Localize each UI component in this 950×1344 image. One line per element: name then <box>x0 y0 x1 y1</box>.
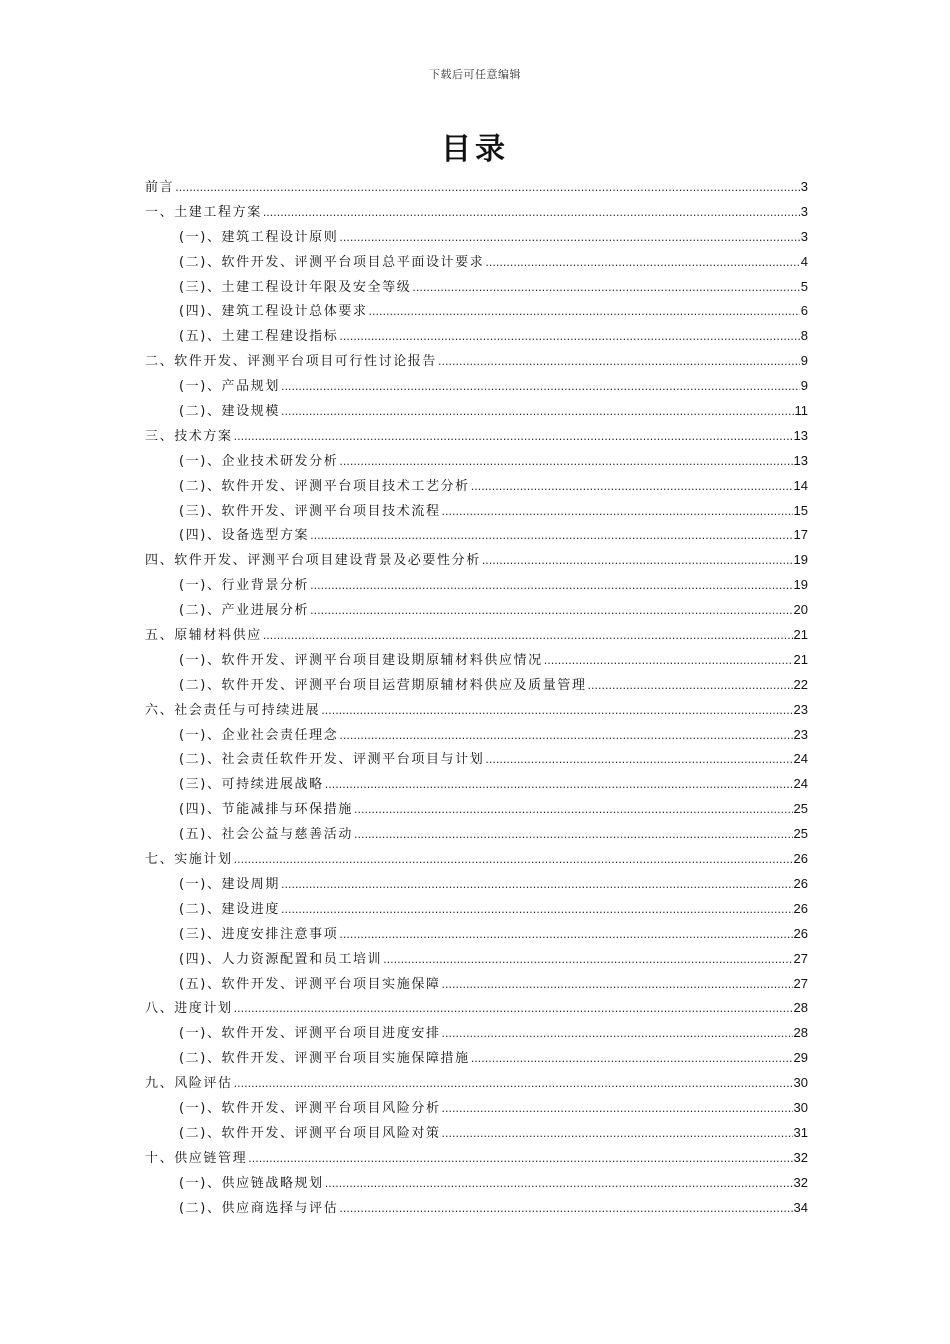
toc-dot-leader <box>442 1122 793 1147</box>
toc-page-number: 26 <box>793 875 808 891</box>
toc-subentry[interactable] <box>145 947 808 972</box>
toc-entry-label: 八、进度计划 <box>145 1001 233 1017</box>
toc-entry-label: 二、软件开发、评测平台项目可行性讨论报告 <box>145 354 438 370</box>
toc-dot-leader <box>263 201 800 226</box>
toc-dot-leader <box>263 624 793 649</box>
toc-subentry[interactable] <box>145 648 808 673</box>
toc-subentry[interactable] <box>145 573 808 598</box>
toc-page-number: 11 <box>794 403 808 419</box>
toc-dot-leader <box>471 1047 793 1072</box>
toc-entry-label: 前言 <box>145 180 175 195</box>
toc-dot-leader <box>485 251 799 276</box>
toc-entry-label: (二)、软件开发、评测平台项目实施保障措施 <box>179 1051 470 1067</box>
toc-subentry[interactable] <box>145 772 808 797</box>
toc-entry[interactable] <box>145 996 808 1021</box>
toc-entry-label: (一)、企业社会责任理念 <box>179 727 339 743</box>
toc-dot-leader <box>482 549 793 574</box>
toc-page-number: 30 <box>793 1075 808 1091</box>
toc-subentry[interactable] <box>145 1196 808 1221</box>
toc-dot-leader <box>442 1022 793 1047</box>
toc-entry-label: (一)、建筑工程设计原则 <box>179 229 339 245</box>
toc-subentry[interactable] <box>145 822 808 847</box>
toc-entry[interactable] <box>145 623 808 648</box>
toc-page-number: 25 <box>793 826 808 842</box>
toc-dot-leader <box>442 1097 793 1122</box>
toc-page-number: 17 <box>793 527 808 543</box>
page-header: 下载后可任意编辑 <box>429 68 521 81</box>
toc-page-number: 21 <box>793 627 808 643</box>
toc-page-number: 25 <box>793 801 808 817</box>
toc-entry-label: (二)、建设规模 <box>179 404 280 420</box>
toc-entry-label: (一)、软件开发、评测平台项目建设期原辅材料供应情况 <box>179 652 543 668</box>
toc-dot-leader <box>383 948 792 973</box>
toc-entry-label: 四、软件开发、评测平台项目建设背景及必要性分析 <box>145 553 481 569</box>
toc-dot-leader <box>234 425 793 450</box>
toc-dot-leader <box>325 1172 793 1197</box>
toc-entry-label: (一)、软件开发、评测平台项目风险分析 <box>179 1100 441 1116</box>
toc-subentry[interactable] <box>145 1171 808 1196</box>
toc-entry-label: 七、实施计划 <box>145 852 233 868</box>
toc-entry[interactable] <box>145 1146 808 1171</box>
toc-dot-leader <box>248 1147 792 1172</box>
toc-dot-leader <box>442 500 793 525</box>
toc-entry-label: (二)、产业进展分析 <box>179 603 310 619</box>
toc-entry-label: (一)、企业技术研发分析 <box>179 453 339 469</box>
toc-page-number: 34 <box>793 1199 808 1215</box>
toc-entry-label: (四)、人力资源配置和员工培训 <box>179 951 383 967</box>
toc-page-number: 21 <box>793 651 808 667</box>
toc-page-number: 20 <box>793 602 808 618</box>
toc-entry[interactable] <box>145 349 808 374</box>
toc-entry-label: (一)、产品规划 <box>179 379 280 395</box>
toc-subentry[interactable] <box>145 374 808 399</box>
toc-dot-leader <box>339 1197 792 1222</box>
toc-dot-leader <box>438 350 800 375</box>
toc-page-number: 24 <box>793 751 808 767</box>
toc-dot-leader <box>485 748 792 773</box>
toc-entry-label: (四)、设备选型方案 <box>179 528 310 544</box>
page-title: 目录 <box>441 132 509 167</box>
toc-dot-leader <box>354 823 793 848</box>
toc-subentry[interactable] <box>145 225 808 250</box>
toc-subentry[interactable] <box>145 1021 808 1046</box>
toc-dot-leader <box>339 226 799 251</box>
toc-subentry[interactable] <box>145 922 808 947</box>
toc-entry-label: (二)、社会责任软件开发、评测平台项目与计划 <box>179 752 485 768</box>
toc-entry-label: (三)、可持续进展战略 <box>179 777 324 793</box>
toc-entry[interactable] <box>145 200 808 225</box>
toc-page-number: 14 <box>793 477 808 493</box>
toc-subentry[interactable] <box>145 673 808 698</box>
toc-dot-leader <box>310 524 792 549</box>
toc-dot-leader <box>175 176 800 201</box>
toc-entry-label: (二)、软件开发、评测平台项目总平面设计要求 <box>179 254 485 270</box>
toc-subentry[interactable] <box>145 449 808 474</box>
toc-dot-leader <box>339 724 792 749</box>
toc-entry-label: (一)、行业背景分析 <box>179 578 310 594</box>
toc-dot-leader <box>339 450 792 475</box>
toc-entry[interactable] <box>145 698 808 723</box>
toc-entry-label: (一)、建设周期 <box>179 876 280 892</box>
toc-page-number: 29 <box>793 1050 808 1066</box>
toc-dot-leader <box>471 475 793 500</box>
toc-subentry[interactable] <box>145 897 808 922</box>
toc-dot-leader <box>339 325 799 350</box>
toc-dot-leader <box>281 375 800 400</box>
toc-page-number: 9 <box>800 353 808 369</box>
toc-page-number: 6 <box>800 303 808 319</box>
toc-page-number: 27 <box>793 950 808 966</box>
toc-dot-leader <box>412 276 799 301</box>
toc-entry-label: (二)、软件开发、评测平台项目技术工艺分析 <box>179 478 470 494</box>
toc-dot-leader <box>310 599 792 624</box>
toc-page-number: 9 <box>800 378 808 394</box>
toc-dot-leader <box>354 798 793 823</box>
toc-page-number: 30 <box>793 1099 808 1115</box>
toc-page-number: 22 <box>793 676 808 692</box>
table-of-contents <box>145 175 808 1220</box>
toc-page-number: 28 <box>793 1000 808 1016</box>
toc-page-number: 28 <box>793 1025 808 1041</box>
toc-page-number: 32 <box>793 1149 808 1165</box>
toc-entry-label: (二)、建设进度 <box>179 901 280 917</box>
toc-entry-label: (一)、软件开发、评测平台项目进度安排 <box>179 1026 441 1042</box>
toc-page-number: 23 <box>793 701 808 717</box>
toc-subentry[interactable] <box>145 1121 808 1146</box>
toc-entry-label: 九、风险评估 <box>145 1076 233 1092</box>
toc-page-number: 32 <box>793 1174 808 1190</box>
toc-dot-leader <box>281 898 793 923</box>
toc-dot-leader <box>281 400 794 425</box>
toc-subentry[interactable] <box>145 474 808 499</box>
toc-dot-leader <box>234 997 793 1022</box>
toc-entry-label: 一、土建工程方案 <box>145 204 262 220</box>
toc-entry-label: (五)、土建工程建设指标 <box>179 329 339 345</box>
toc-page-number: 19 <box>793 577 808 593</box>
toc-dot-leader <box>325 773 793 798</box>
toc-subentry[interactable] <box>145 598 808 623</box>
toc-dot-leader <box>339 923 792 948</box>
toc-entry-label: (五)、社会公益与慈善活动 <box>179 827 353 843</box>
toc-page-number: 13 <box>793 427 808 443</box>
toc-subentry[interactable] <box>145 747 808 772</box>
toc-entry[interactable] <box>145 1071 808 1096</box>
toc-dot-leader <box>310 574 792 599</box>
toc-page-number: 3 <box>800 179 808 194</box>
toc-page-number: 19 <box>793 552 808 568</box>
toc-entry[interactable] <box>145 847 808 872</box>
toc-entry-label: (四)、节能减排与环保措施 <box>179 802 353 818</box>
toc-entry[interactable] <box>145 548 808 573</box>
toc-page-number: 26 <box>793 851 808 867</box>
toc-page-number: 13 <box>793 452 808 468</box>
toc-subentry[interactable] <box>145 250 808 275</box>
toc-dot-leader <box>281 873 793 898</box>
toc-page-number: 27 <box>793 975 808 991</box>
toc-page-number: 3 <box>800 203 808 219</box>
toc-subentry[interactable] <box>145 499 808 524</box>
toc-subentry[interactable] <box>145 275 808 300</box>
toc-subentry[interactable] <box>145 1096 808 1121</box>
toc-page-number: 4 <box>800 253 808 269</box>
toc-page-number: 31 <box>793 1124 808 1140</box>
toc-subentry[interactable] <box>145 797 808 822</box>
toc-page-number: 15 <box>793 502 808 518</box>
toc-subentry[interactable] <box>145 723 808 748</box>
toc-entry-label: (一)、供应链战略规划 <box>179 1175 324 1191</box>
toc-page-number: 26 <box>793 900 808 916</box>
toc-entry-label: (三)、软件开发、评测平台项目技术流程 <box>179 503 441 519</box>
toc-entry-label: (二)、软件开发、评测平台项目运营期原辅材料供应及质量管理 <box>179 677 587 693</box>
toc-subentry[interactable] <box>145 299 808 324</box>
toc-dot-leader <box>234 1072 793 1097</box>
toc-entry-label: 十、供应链管理 <box>145 1150 248 1166</box>
toc-entry-label: (二)、软件开发、评测平台项目风险对策 <box>179 1125 441 1141</box>
toc-entry-label: 三、技术方案 <box>145 428 233 444</box>
toc-entry[interactable] <box>145 175 808 200</box>
toc-subentry[interactable] <box>145 1046 808 1071</box>
toc-page-number: 24 <box>793 776 808 792</box>
toc-dot-leader <box>544 649 793 674</box>
toc-entry-label: (四)、建筑工程设计总体要求 <box>179 304 368 320</box>
toc-subentry[interactable] <box>145 872 808 897</box>
toc-page-number: 23 <box>793 726 808 742</box>
toc-subentry[interactable] <box>145 523 808 548</box>
toc-page-number: 3 <box>800 228 808 244</box>
toc-subentry[interactable] <box>145 399 808 424</box>
toc-subentry[interactable] <box>145 972 808 997</box>
toc-dot-leader <box>234 848 793 873</box>
toc-dot-leader <box>321 699 792 724</box>
toc-page-number: 26 <box>793 925 808 941</box>
toc-subentry[interactable] <box>145 324 808 349</box>
toc-entry-label: 六、社会责任与可持续进展 <box>145 702 321 718</box>
toc-entry-label: (五)、软件开发、评测平台项目实施保障 <box>179 976 441 992</box>
toc-entry-label: 五、原辅材料供应 <box>145 628 262 644</box>
toc-page-number: 5 <box>800 278 808 294</box>
toc-entry[interactable] <box>145 424 808 449</box>
toc-entry-label: (二)、供应商选择与评估 <box>179 1200 339 1216</box>
toc-entry-label: (三)、土建工程设计年限及安全等级 <box>179 279 412 295</box>
toc-page-number: 8 <box>800 328 808 344</box>
toc-dot-leader <box>369 300 800 325</box>
toc-dot-leader <box>442 973 793 998</box>
toc-dot-leader <box>588 674 793 699</box>
toc-entry-label: (三)、进度安排注意事项 <box>179 926 339 942</box>
